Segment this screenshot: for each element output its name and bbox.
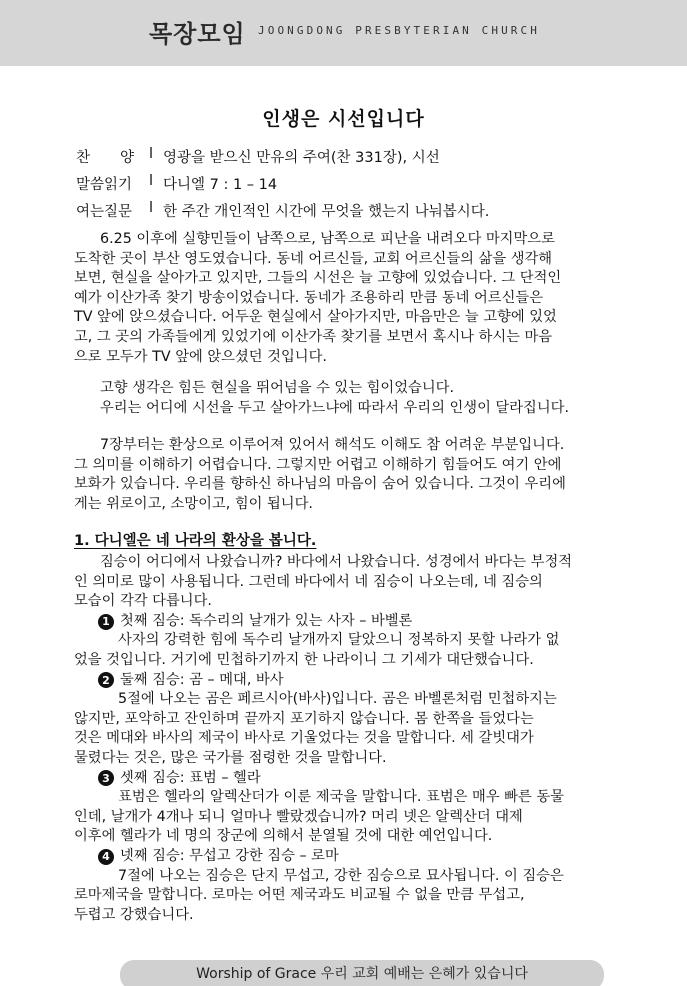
text-line: 7절에 나오는 짐승은 단지 무섭고, 강한 짐승으로 묘사됩니다. 이 짐승은 — [118, 867, 564, 884]
meta-row-hymn — [76, 146, 656, 173]
text-line: 게는 위로이고, 소망이고, 힘이 됩니다. — [74, 495, 313, 512]
text-line: 7장부터는 환상으로 이루어져 있어서 해석도 이해도 참 어려운 부분입니다. — [100, 437, 565, 453]
text-line: 었을 것입니다. 거기에 민첩하기까지 한 나라이니 그 기세가 대단했습니다. — [74, 651, 534, 668]
document-title: 인생은 시선입니다 — [262, 108, 425, 130]
meta-value-opening-question: 한 주간 개인적인 시간에 무엇을 했는지 나눠봅시다. — [163, 204, 490, 220]
text-line: 고향 생각은 힘든 현실을 뛰어넘을 수 있는 힘이었습니다. — [100, 380, 455, 396]
number-badge-icon: 1 — [98, 614, 114, 630]
meta-row-opening-question — [76, 200, 656, 227]
text-line: 5절에 나오는 곰은 페르시아(바사)입니다. 곰은 바벨론처럼 민첩하지는 — [118, 691, 557, 708]
text-line: 도착한 곳이 부산 영도였습니다. 동네 어르신들, 교회 어르신들의 삶을 생각해 — [74, 250, 553, 267]
text-line: 예가 이산가족 찾기 방송이었습니다. 동네가 조용하리 만큼 동네 어르신들은 — [74, 289, 544, 306]
number-badge-icon: 3 — [98, 770, 114, 786]
text-line: 6.25 이후에 실향민들이 남쪽으로, 남쪽으로 피난을 내려오다 마지막으로 — [100, 231, 555, 247]
text-line: 표범은 헬라의 알렉산더가 이룬 제국을 말합니다. 표범은 매우 빠른 동물 — [118, 789, 564, 806]
beast-3-title: 3 셋째 짐승: 표범 – 헬라 — [74, 769, 640, 789]
meta-separator: l — [149, 146, 154, 162]
header-title-korean: 목장모임 — [149, 20, 246, 48]
text-line: 인데, 날개가 4개나 되니 얼마나 빨랐겠습니까? 머리 넷은 알렉산더 대제 — [74, 808, 523, 825]
meta-separator: l — [149, 200, 154, 216]
beast-2-title: 2 둘째 짐승: 곰 – 메대, 바사 — [74, 671, 640, 691]
text-line: 으로 모두가 TV 앞에 앉으셨던 것입니다. — [74, 348, 327, 365]
text-line: 것은 메대와 바사의 제국이 바사로 기울었다는 것을 말합니다. 세 갈빗대가 — [74, 730, 534, 747]
text-line: 그 의미를 이해하기 어렵습니다. 그렇지만 어렵고 이해하기 힘들어도 여기 안에 — [74, 456, 562, 473]
text-line: 로마제국을 말합니다. 로마는 어떤 제국과도 비교될 수 없을 만큼 무섭고, — [74, 887, 525, 904]
paragraph-chapter7 — [74, 436, 640, 514]
number-badge-icon: 2 — [98, 672, 114, 688]
meta-value-hymn: 영광을 받으신 만유의 주여(찬 331장), 시선 — [163, 150, 440, 166]
meta-label-opening-question: 여는질문 — [76, 204, 133, 220]
text-line: 물렸다는 것은, 많은 국가를 점령한 것을 말합니다. — [74, 749, 387, 766]
meta-label-hymn: 찬 양 — [76, 150, 134, 166]
beast-4-title: 4 넷째 짐승: 무섭고 강한 짐승 – 로마 — [74, 847, 640, 867]
section-heading-1: 1. 다니엘은 네 나라의 환상을 봅니다. — [74, 533, 317, 549]
text-line: TV 앞에 앉으셨습니다. 어두운 현실에서 살아가지만, 마음만은 늘 고향에 있었 — [74, 309, 557, 326]
page-header — [0, 0, 687, 66]
text-line: 이후에 헬라가 네 명의 장군에 의해서 분열될 것에 대한 예언입니다. — [74, 828, 493, 845]
text-line: 두렵고 강했습니다. — [74, 906, 194, 923]
text-line: 고, 그 곳의 가족들에게 있었기에 이산가족 찾기를 보면서 혹시나 하시는 마음 — [74, 328, 553, 345]
text-line: 보화가 있습니다. 우리를 향하신 하나님의 마음이 숨어 있습니다. 그것이 우리에 — [74, 476, 566, 493]
section1-body — [74, 553, 640, 925]
meta-info — [76, 146, 656, 227]
text-line: 우리는 어디에 시선을 두고 살아가느냐에 따라서 우리의 인생이 달라집니다. — [100, 399, 570, 416]
paragraph-intro — [74, 230, 640, 367]
number-badge-icon: 4 — [98, 849, 114, 865]
text-line: 인 의미로 많이 사용됩니다. 그런데 바다에서 네 짐승이 나오는데, 네 짐승의 — [74, 573, 543, 590]
meta-label-scripture: 말씀읽기 — [76, 177, 133, 193]
meta-value-scripture: 다니엘 7 : 1 – 14 — [163, 177, 278, 193]
header-church-name: JOONGDONG PRESBYTERIAN CHURCH — [258, 24, 540, 37]
text-line: 사자의 강력한 힘에 독수리 날개까지 달았으니 정복하지 못할 나라가 없 — [118, 632, 560, 649]
text-line: 보면, 현실을 살아가고 있지만, 그들의 시선은 늘 고향에 있었습니다. 그 단적인 — [74, 270, 562, 287]
text-line: 짐승이 어디에서 나왔습니까? 바다에서 나왔습니다. 성경에서 바다는 부정적 — [100, 554, 573, 570]
meta-row-scripture — [76, 173, 656, 200]
paragraph-hometown — [74, 379, 640, 418]
beast-1-title: 1 첫째 짐승: 독수리의 날개가 있는 사자 – 바벨론 — [74, 612, 640, 632]
text-line: 모습이 각각 다릅니다. — [74, 593, 212, 610]
footer-banner: Worship of Grace 우리 교회 예배는 은혜가 있습니다 — [120, 960, 604, 986]
meta-separator: l — [149, 173, 154, 189]
text-line: 않지만, 포악하고 잔인하며 끝까지 포기하지 않습니다. 몸 한쪽을 들었다는 — [74, 710, 534, 727]
